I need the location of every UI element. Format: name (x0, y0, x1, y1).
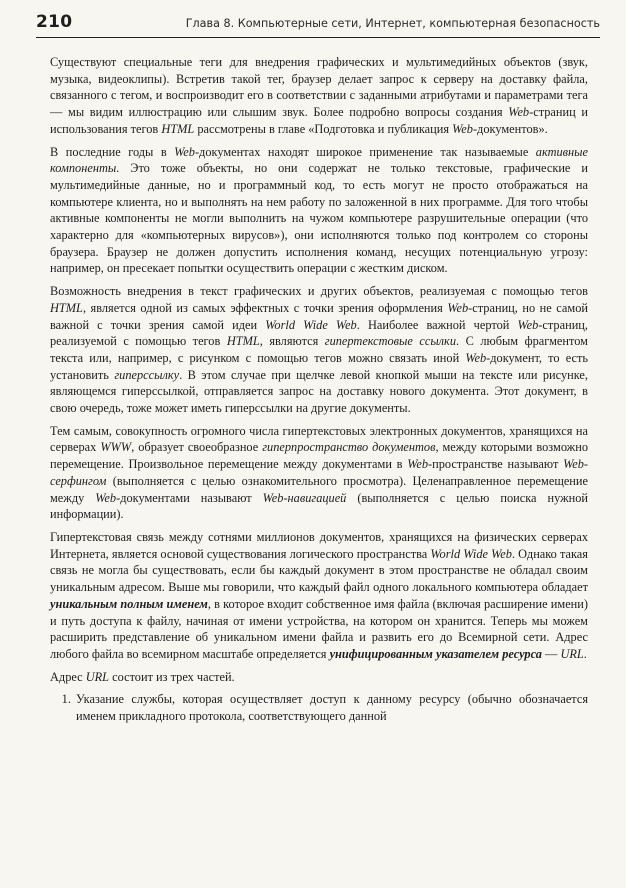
italic-term: HTML (226, 334, 260, 349)
paragraph (50, 529, 588, 663)
text-run: Возможность внедрения в текст графических и других объектов, реализуемая с помощью тегов (50, 284, 588, 299)
text-run: -документов». (472, 121, 548, 136)
italic-term: Web (517, 317, 539, 332)
bold-italic-term: уникальным полным именем (50, 596, 208, 611)
italic-term: HTML (50, 300, 83, 315)
text-run: . Однако такая связь не могла бы существовать, если бы каждый документ в этом пространстве не обладал своим уникальным адресом. Выше мы говорили, что каждый файл одного локального компьютера обладает (50, 546, 588, 595)
text-run: . Наиболее важной чертой (356, 317, 518, 332)
italic-term: гиперпространство документов (262, 440, 436, 455)
italic-term: гиперссылку (114, 367, 180, 382)
text-run: , в которое входит собственное имя файла (включая расширение имени) и путь доступа к файлу, начиная от имени устройства, на котором он хранится. Теперь мы можем расширить представление об уникальном имени файла и развить его до Всемирной сети. Адрес любого файла во всемирном масштабе определяется (50, 596, 588, 661)
italic-term: Web (174, 144, 195, 159)
text-run: (выполняется с целью поиска нужной информации). (50, 490, 589, 522)
text-run: -документами называют (116, 490, 263, 505)
text-run: состоит из трех частей. (109, 669, 235, 684)
text-run: Тем самым, совокупность огромного числа гипертекстовых электронных документов, хранящихся на серверах (50, 423, 588, 455)
text-run: Указание службы, которая осуществляет доступ к данному ресурсу (обычно обозначается именем прикладного протокола, соответствующего данной (76, 692, 588, 724)
text-run: -страниц, реализуемой с помощью тегов (50, 317, 588, 349)
text-run: — (541, 646, 561, 661)
italic-term: Web (95, 490, 117, 505)
italic-term: Web (452, 121, 473, 136)
text-run: -страниц и использования тегов (50, 105, 588, 136)
text-run: -документах находят широкое применение так называемые (194, 144, 536, 159)
text-run: . С любым фрагментом текста или, например, с рисунком с помощью тегов можно связать иной (50, 334, 588, 365)
text-run: -страниц, но не самой важной с точки зрения самой идеи (50, 300, 588, 332)
page-body (36, 54, 600, 725)
running-head: Глава 8. Компьютерные сети, Интернет, компьютерная безопасность (185, 17, 600, 30)
italic-term: WWW (100, 440, 132, 455)
text-run: , является одной из самых эффектных с точки зрения оформления (82, 300, 448, 315)
text-run: -документ, то есть установить (50, 350, 588, 382)
page-header (36, 12, 600, 38)
list-item (74, 691, 588, 724)
text-run: (выполняется с целью ознакомительного просмотра). Целенаправленное перемещение между (50, 473, 588, 505)
paragraph (50, 283, 588, 417)
text-run: Гипертекстовая связь между сотнями миллионов документов, хранящихся на физических серверах Интернета, является основой существования логического пространства (50, 529, 588, 561)
text-run: , являются (259, 334, 325, 349)
text-run: В последние годы в (50, 144, 175, 159)
italic-term: активные компоненты (50, 144, 588, 176)
text-run: , между которыми возможно перемещение. Произвольное перемещение между документами в (50, 440, 588, 472)
italic-term: Web (508, 105, 530, 120)
italic-term: Web (447, 300, 469, 315)
text-run: . (583, 646, 587, 661)
paragraph (50, 669, 588, 686)
paragraph (50, 54, 588, 138)
italic-term: World Wide Web (430, 546, 512, 561)
italic-term: Web-навигацией (262, 490, 347, 505)
numbered-list (50, 691, 588, 724)
text-run: рассмотрены в главе «Подготовка и публикация (194, 121, 453, 136)
paragraph (50, 144, 588, 278)
paragraph (50, 423, 588, 523)
text-run: . В этом случае при щелчке левой кнопкой мыши на тексте или рисунке, являющемся гиперссылкой, отправляется запрос на доставку нового документа. Этот документ, в свою очередь, тоже может иметь гиперссылки на другие документы. (50, 367, 588, 416)
text-run: Адрес (50, 669, 86, 684)
italic-term: Web (465, 350, 487, 365)
italic-term: Web (407, 457, 429, 472)
text-run: -пространстве называют (428, 457, 564, 472)
text-run: . Это тоже объекты, но они содержат не только текстовые, графические и мультимедийные данные, но и программный код, то есть могут не просто отображаться на компьютере клиента, но и выполнять на нем работу по заложенной в них программе. Для того чтобы активные компоненты не могли выполнить на чужом компьютере разрушительные операции (что характерно для «компьютерных вирусов»), они исполняются только под контролем со стороны браузера. Браузер не должен допустить исполнения команд, несущих потенциальную угрозу: например, он пресекает попытки осуществить операции с жестким диском. (50, 161, 588, 276)
italic-term: HTML (161, 121, 195, 136)
text-run: Существуют специальные теги для внедрения графических и мультимедийных объектов (звук, музыка, видеоклипы). Встретив такой тег, браузер делает запрос к серверу на доставку файла, связанного с тегом, и воспроизводит его в соответствии с заданными атрибутами и параметрами тега — мы видим иллюстрацию или слышим звук. Более подробно вопросы создания (50, 55, 588, 120)
italic-term: Web-серфингом (50, 457, 588, 488)
italic-term: гипертекстовые ссылки (324, 334, 457, 349)
italic-term: World Wide Web (265, 317, 357, 332)
bold-italic-term: унифицированным указателем ресурса (329, 646, 542, 661)
italic-term: URL (85, 669, 110, 684)
text-run: , образует своеобразное (131, 440, 263, 455)
italic-term: URL (560, 646, 584, 661)
page-number: 210 (36, 12, 73, 32)
